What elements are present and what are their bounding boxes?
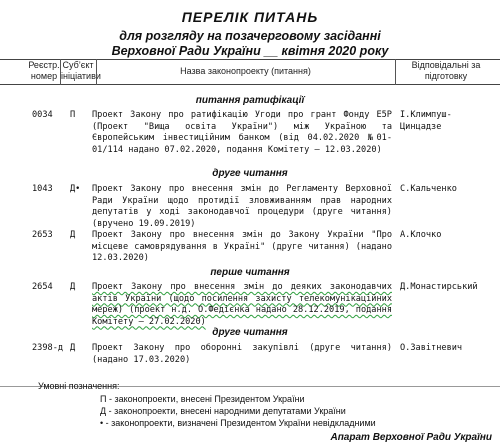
row-text: Проект Закону про внесення змін до Закону України "Про місцеве самоврядування в Україні" (друге читання) (надано 12.03.2020) bbox=[92, 230, 392, 263]
row-reg: 2398-д bbox=[32, 343, 64, 353]
row-reg: 0034 bbox=[32, 110, 53, 120]
legend-urgent: • - законопроекти, визначені Президентом України невідкладними bbox=[100, 418, 376, 428]
row-resp: С.Кальченко bbox=[400, 184, 457, 194]
header-resp: Відповідальні за підготовку bbox=[411, 60, 481, 81]
section-second-reading-2: друге читання bbox=[212, 327, 288, 338]
row-resp: Д.Монастирський bbox=[400, 282, 478, 292]
row-resp: І.Климпуш-Цинцадзе bbox=[400, 110, 452, 132]
row-resp: А.Клочко bbox=[400, 230, 442, 240]
header-name: Назва законопроекту (питання) bbox=[180, 66, 311, 76]
row-subject: П bbox=[70, 110, 76, 120]
header-reg: Реєстр. номер bbox=[28, 60, 60, 81]
page-subtitle-date: Верховної Ради України __ квітня 2020 року bbox=[111, 44, 389, 58]
legend-title: Умовні позначення: bbox=[38, 381, 120, 391]
row-reg: 2653 bbox=[32, 230, 53, 240]
row-subject: Д bbox=[70, 282, 76, 292]
row-subject: Д• bbox=[70, 184, 81, 194]
row-text: Проект Закону про ратифікацію Угоди про грант Фонду Е5Р (Проект "Вища освіта України") між Україною та Європейським інвестиційним банком (від 04.02.2020 №01-01/114 надано 07.02.2020, подання Комітету – 12.03.2020) bbox=[92, 110, 392, 155]
page-title: ПЕРЕЛІК ПИТАНЬ bbox=[181, 9, 319, 25]
section-first-reading: перше читання bbox=[210, 267, 290, 278]
row-text: Проект Закону про внесення змін до Регламенту Верховної Ради України щодо протидії зловживанням прав народних депутатів у ході законодавчої процедури (друге читання) (вручено 19.09.2019) bbox=[92, 184, 392, 229]
row-subject: Д bbox=[70, 230, 76, 240]
legend-deputies: Д - законопроекти, внесені народними депутатами України bbox=[100, 406, 346, 416]
row-resp: О.Завітневич bbox=[400, 343, 463, 353]
row-text: Проект Закону про оборонні закупівлі (друге читання) (надано 17.03.2020) bbox=[92, 343, 392, 365]
section-second-reading: друге читання bbox=[212, 168, 288, 179]
page-subtitle: для розгляду на позачерговому засіданні bbox=[119, 29, 381, 43]
table-header bbox=[0, 59, 500, 86]
row-subject: Д bbox=[70, 343, 76, 353]
legend-president: П - законопроекти, внесені Президентом України bbox=[100, 394, 305, 404]
header-subject: Суб’єкт ініціативи bbox=[61, 60, 101, 81]
row-reg: 1043 bbox=[32, 184, 53, 194]
row-text: Проект Закону про внесення змін до деяких законодавчих актів України (щодо посилення захисту телекомунікаційних мереж) (проект н.д. О.Федієнка надано 28.12.2019, подання Комітету – 27.02.2020) bbox=[92, 282, 392, 327]
signature: Апарат Верховної Ради України bbox=[330, 432, 492, 443]
row-reg: 2654 bbox=[32, 282, 53, 292]
section-ratification: питання ратифікації bbox=[195, 95, 305, 106]
